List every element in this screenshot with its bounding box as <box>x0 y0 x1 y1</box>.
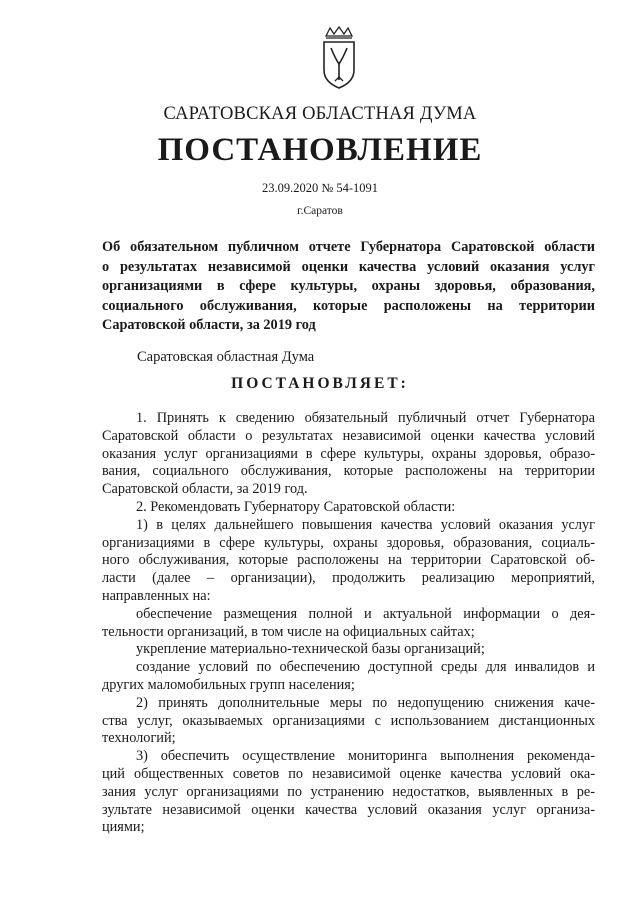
title-line: Об обязательном публичном отчете Губернатора Саратовской области <box>102 239 595 255</box>
title-line: Саратовской области, за 2019 год <box>102 317 316 333</box>
body-line: 1) в целях дальнейшего повышения качества условий оказания услуг <box>136 516 595 533</box>
body-line: создание условий по обеспечению доступной среды для инвалидов и <box>136 659 595 676</box>
body-line: направленных на: <box>102 587 211 604</box>
body-line: 1. Принять к сведению обязательный публичный отчет Губернатора <box>136 410 595 426</box>
saratov-emblem-icon <box>320 26 358 90</box>
title-line: о результатах независимой оценки качества условий оказания услуг <box>102 258 595 275</box>
body-line: циями; <box>102 819 145 836</box>
document-body <box>102 410 595 837</box>
body-line: других маломобильных групп населения; <box>102 676 355 693</box>
body-line: 3) обеспечить осуществление мониторинга выполнения рекоменда- <box>136 748 595 765</box>
body-line: укрепление материально-технической базы организаций; <box>136 641 485 658</box>
body-line: Саратовской области, за 2019 год. <box>102 481 308 498</box>
body-line: ций общественных советов по независимой оценке качества условий ока- <box>102 765 595 782</box>
date-and-number: 23.09.2020 № 54-1091 <box>261 181 379 195</box>
body-line: обеспечение размещения полной и актуальной информации о дея- <box>136 605 595 622</box>
title-line: социального обслуживания, которые расположены на территории <box>102 297 595 314</box>
body-line: ласти (далее – организации), продолжить реализацию мероприятий, <box>102 570 595 587</box>
body-line: вания, социального обслуживания, которые расположены на территории <box>102 463 595 480</box>
body-line: технологий; <box>102 730 176 747</box>
resolves-heading: ПОСТАНОВЛЯЕТ: <box>231 375 409 392</box>
document-type-heading: ПОСТАНОВЛЕНИЕ <box>157 132 483 168</box>
body-line: Саратовской области о результатах независимой оценки качества условий <box>102 427 595 444</box>
body-line: зания услуг организациями по устранению недостатков, выявленных в ре- <box>102 783 595 800</box>
city-label: г.Саратов <box>297 205 343 217</box>
body-line: организациями в сфере культуры, охраны здоровья, образования, социаль- <box>102 534 595 551</box>
body-line: тельности организаций, в том числе на официальных сайтах; <box>102 623 475 640</box>
body-line: ного обслуживания, которые расположены на территории Саратовской об- <box>102 552 595 569</box>
title-line: организациями в сфере культуры, охраны здоровья, образования, <box>102 278 595 294</box>
body-line: 2. Рекомендовать Губернатору Саратовской области: <box>136 498 456 515</box>
body-line: 2) принять дополнительные меры по недопущению снижения каче- <box>136 694 595 711</box>
issuer-line: Саратовская областная Дума <box>137 349 315 365</box>
body-line: зультате независимой оценки качества условий оказания услуг организа- <box>102 801 595 818</box>
document-title <box>102 238 595 336</box>
body-line: оказания услуг организациями в сфере культуры, охраны здоровья, образо- <box>102 445 595 462</box>
body-line: ства услуг, оказываемых организациями с использованием дистанционных <box>102 712 595 729</box>
organization-name: САРАТОВСКАЯ ОБЛАСТНАЯ ДУМА <box>163 104 477 124</box>
